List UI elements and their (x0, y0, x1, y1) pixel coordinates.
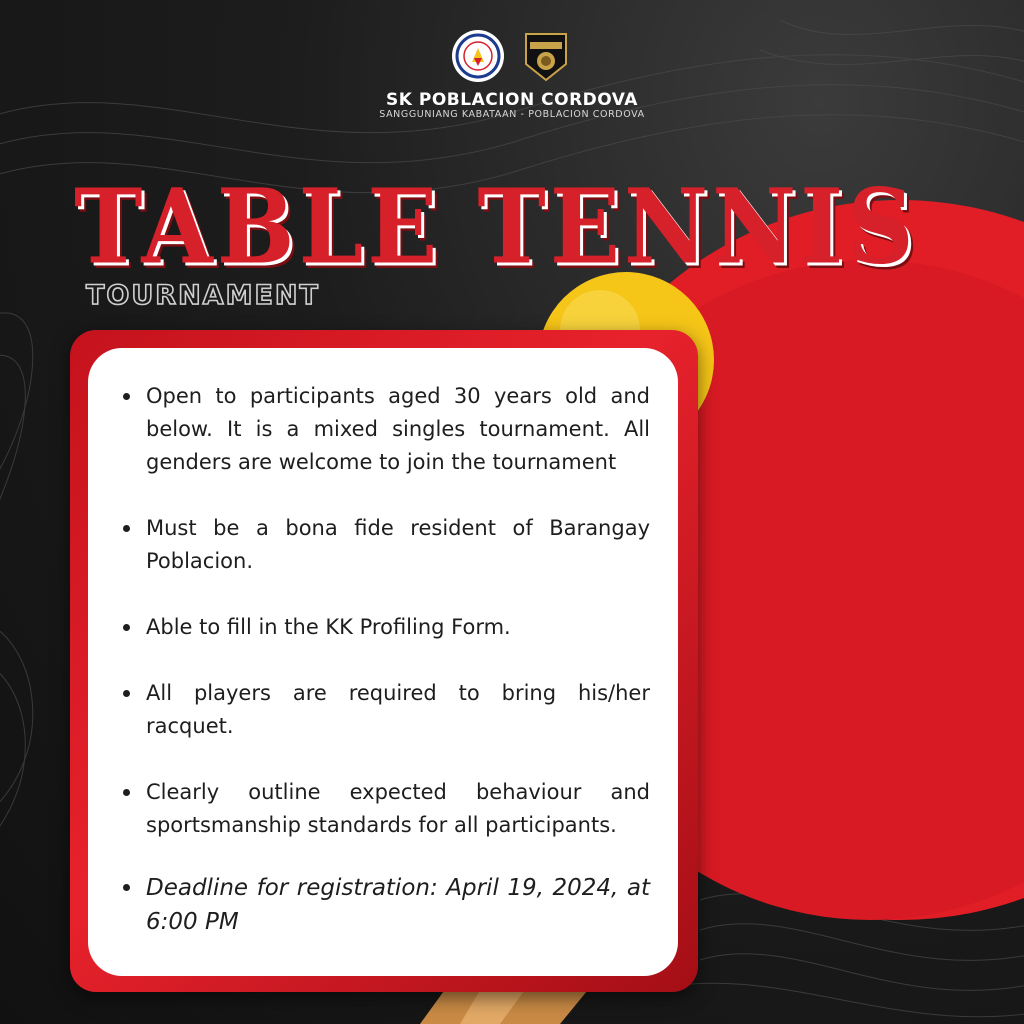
org-name: SK POBLACION CORDOVA (386, 90, 638, 110)
bullet-icon (123, 393, 130, 400)
org-subtitle: SANGGUNIANG KABATAAN - POBLACION CORDOVA (379, 109, 645, 120)
bullet-icon (123, 690, 130, 697)
bullet-icon (123, 789, 130, 796)
list-item (118, 611, 650, 644)
sk-seal-logo-icon (450, 28, 506, 84)
list-item (118, 512, 650, 578)
list-item (118, 776, 650, 842)
rule-text: Open to participants aged 30 years old and below. It is a mixed singles tournament. All genders are welcome to join the tournament (146, 384, 650, 474)
list-item (118, 380, 650, 479)
rule-text: Able to fill in the KK Profiling Form. (146, 615, 511, 639)
rule-text: Must be a bona fide resident of Barangay Poblacion. (146, 516, 650, 573)
poblacion-lion-badge-logo-icon (518, 28, 574, 84)
deadline-text: Deadline for registration: April 19, 2024, at 6:00 PM (146, 875, 650, 935)
rule-text: All players are required to bring his/her racquet. (146, 681, 650, 738)
deadline-item (118, 871, 650, 939)
list-item (118, 677, 650, 743)
rules-list (118, 380, 650, 972)
bullet-icon (123, 624, 130, 631)
logo-row (0, 28, 1024, 88)
bullet-icon (123, 884, 130, 891)
bullet-icon (123, 525, 130, 532)
poster-title: TABLE TENNIS (74, 166, 918, 287)
poster-subtitle: TOURNAMENT (86, 280, 320, 311)
rule-text: Clearly outline expected behaviour and sportsmanship standards for all participants. (146, 780, 650, 837)
